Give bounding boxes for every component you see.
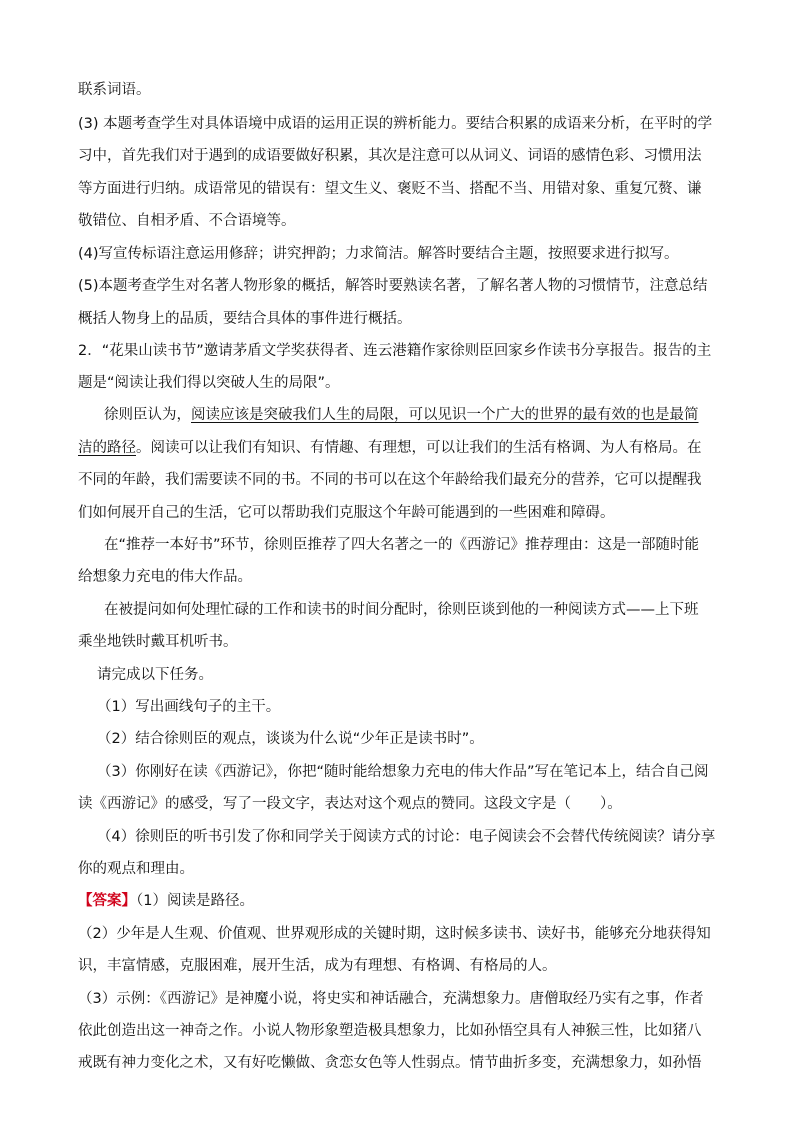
passage-text: 徐则臣认为， xyxy=(104,407,191,423)
answer-line xyxy=(78,891,254,911)
text-line: 题是“阅读让我们得以突破人生的局限”。 xyxy=(78,375,340,391)
text-line: (4)写宣传标语注意运用修辞；讲究押韵；力求简洁。解答时要结合主题，按照要求进行拟写。 xyxy=(78,246,679,262)
task-intro: 请完成以下任务。 xyxy=(97,667,213,683)
question-2-stem: 2．“花果山读书节”邀请茅盾文学奖获得者、连云港籍作家徐则臣回家乡作读书分享报告。报告的主 xyxy=(78,343,712,359)
text-line: 等方面进行归纳。成语常见的错误有：望文生义、褒贬不当、搭配不当、用错对象、重复冗赘、谦 xyxy=(78,181,702,197)
task-item: （4）徐则臣的听书引发了你和同学关于阅读方式的讨论：电子阅读会不会替代传统阅读？请分享 xyxy=(97,829,716,845)
text-line: 联系词语。 xyxy=(78,82,151,98)
passage-line: 给想象力充电的伟大作品。 xyxy=(78,569,252,585)
text-line: 敬错位、自相矛盾、不合语境等。 xyxy=(78,213,296,229)
passage-line: 在“推荐一本好书”环节，徐则臣推荐了四大名著之一的《西游记》推荐理由：这是一部随时能 xyxy=(104,537,700,553)
text-line: (5)本题考查学生对名著人物形象的概括，解答时要熟读名著，了解名著人物的习惯情节，注意总结 xyxy=(78,278,708,294)
task-item: （1）写出画线句子的主干。 xyxy=(97,699,281,715)
passage-line: 们如何展开自己的生活，它可以帮助我们克服这个年龄可能遇到的一些困难和障碍。 xyxy=(78,505,615,521)
passage-line: 不同的年龄，我们需要读不同的书。不同的书可以在这个年龄给我们最充分的营养，它可以提醒我 xyxy=(78,472,702,488)
task-item: 读《西游记》的感受，写了一段文字，表达对这个观点的赞同。这段文字是（ ）。 xyxy=(78,796,622,812)
task-item: 你的观点和理由。 xyxy=(78,861,194,877)
answer-line: （3）示例：《西游记》是神魔小说，将史实和神话融合，充满想象力。唐僧取经乃实有之事，作者 xyxy=(78,991,704,1007)
passage-line: 在被提问如何处理忙碌的工作和读书的时间分配时，徐则臣谈到他的一种阅读方式——上下班 xyxy=(104,602,699,618)
text-line: 概括人物身上的品质，要结合具体的事件进行概括。 xyxy=(78,311,412,327)
answer-line: 依此创造出这一神奇之作。小说人物形象塑造极具想象力，比如孙悟空具有人神猴三性，比如猪八 xyxy=(78,1023,702,1039)
underlined-sentence: 阅读应该是突破我们人生的局限，可以见识一个广大的世界的最有效的也是最简 xyxy=(191,407,699,423)
passage-line xyxy=(78,438,702,458)
answer-line: 识，丰富情感，克服困难，展开生活，成为有理想、有格调、有格局的人。 xyxy=(78,958,557,974)
passage-line xyxy=(104,405,699,425)
text-line: (3) 本题考查学生对具体语境中成语的运用正误的辨析能力。要结合积累的成语来分析，在平时的学 xyxy=(78,116,713,132)
answer-text: （1）阅读是路径。 xyxy=(136,893,254,909)
passage-line: 乘坐地铁时戴耳机听书。 xyxy=(78,634,238,650)
text-line: 习中，首先我们对于遇到的成语要做好积累，其次是注意可以从词义、词语的感情色彩、习惯用法 xyxy=(78,148,702,164)
task-item: （2）结合徐则臣的观点，谈谈为什么说“少年正是读书时”。 xyxy=(97,731,484,747)
underlined-sentence-end: 洁的路径 xyxy=(78,440,136,456)
answer-line: （2）少年是人生观、价值观、世界观形成的关键时期，这时候多读书、读好书，能够充分地获得知 xyxy=(78,926,711,942)
answer-label: 【答案】 xyxy=(78,893,136,909)
answer-line: 戒既有神力变化之术，又有好吃懒做、贪恋女色等人性弱点。情节曲折多变，充满想象力，如孙悟 xyxy=(78,1055,702,1071)
passage-text: 。阅读可以让我们有知识、有情趣、有理想，可以让我们的生活有格调、为人有格局。在 xyxy=(136,440,702,456)
task-item: （3）你刚好在读《西游记》，你把“随时能给想象力充电的伟大作品”写在笔记本上，结合自己阅 xyxy=(97,764,709,780)
